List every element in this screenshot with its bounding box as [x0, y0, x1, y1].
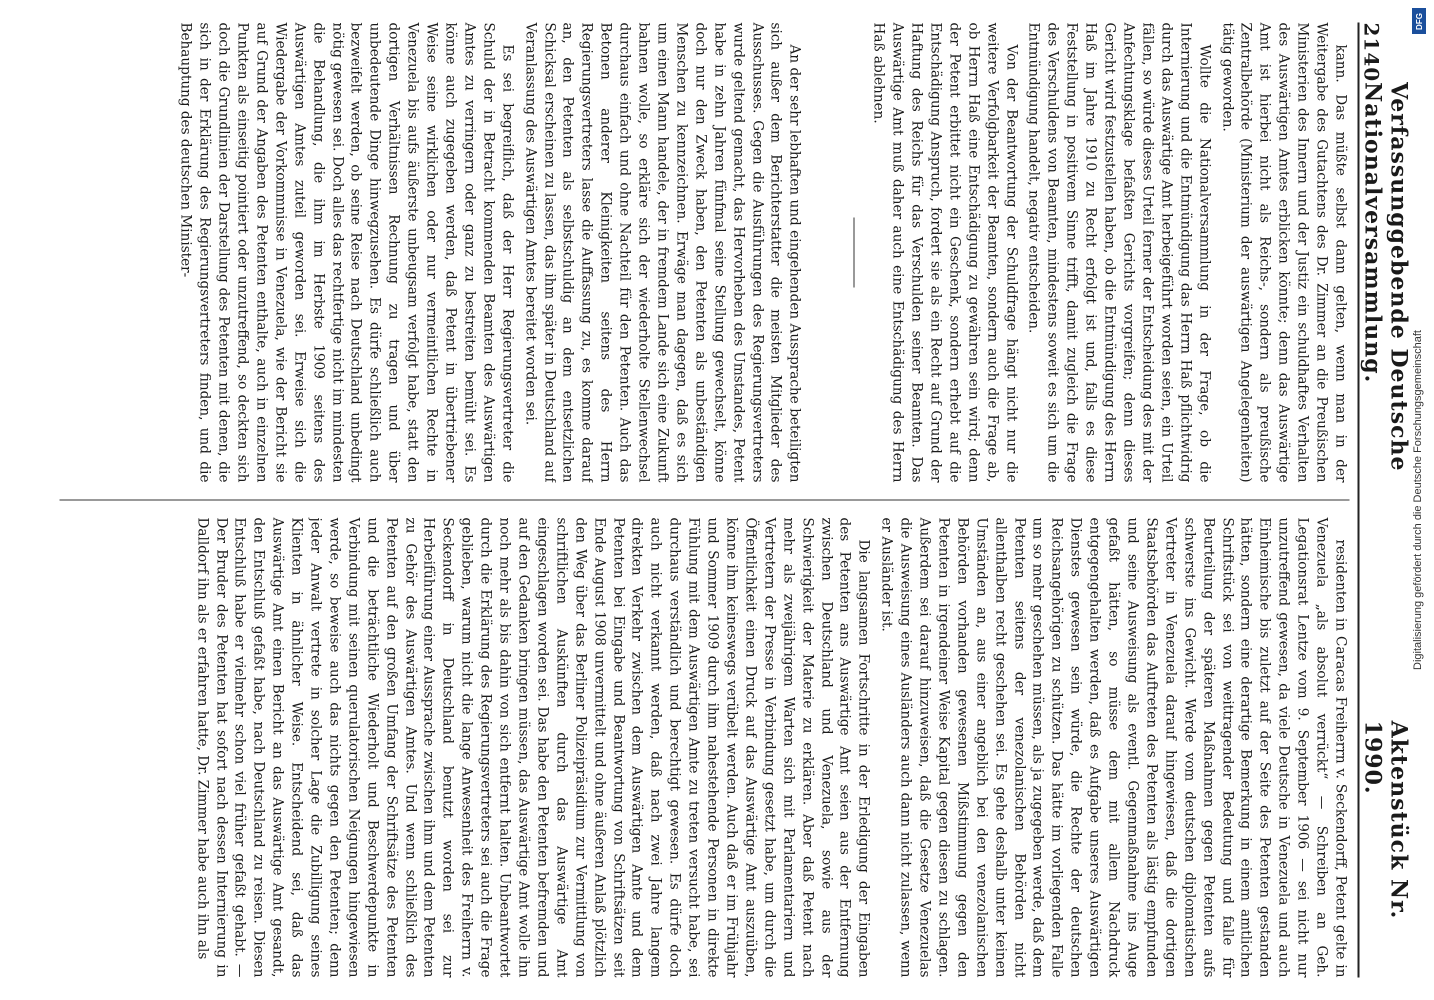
paragraph: Es sei begreiflich, daß der Herr Regierungsvertreter die Schuld der in Betracht kommenden Beamten des Auswärtigen Amtes zu verringern oder ganz zu bestreiten bemüht sei. Es könne auch zugegeben werden, daß Petent in übertriebener Weise seine wirklichen oder nur vermeintlichen Rechte in Venezuela bis aufs äußerste unbeugsam verfolgt habe, statt den dortigen Verhältnissen Rechnung zu tragen und über unbedeutende Dinge hinwegzusehen. Es dürfe schließlich auch bezweifelt werden, ob seine Reise nach Deutschland unbedingt nötig gewesen sei. Doch alles das rechtfertige nicht im mindesten die Behandlung, die ihm im Herbste 1909 seitens des Auswärtigen Amtes zuteil geworden sei. Erweise sich die Wiedergabe der Vorkommnisse in Venezuela, wie der Bericht sie auf Grund der Angaben des Petenten enthalte, auch in einzelnen Punkten als einseitig pointiert oder unzutreffend, so deckten sich doch die Grundlinien der Darstellung des Petenten mit denen, die sich in der Erklärung des Regierungsvertreters finden, und die Behauptung des deutschen Minister- [177, 22, 516, 483]
credit-text: Digitalisierung gefördert durch die Deutsche Forschungsgemeinschaft [1412, 330, 1424, 670]
left-column [60, 23, 1350, 483]
document-number: Aktenstück Nr. 1990. [1359, 720, 1412, 920]
paragraph: residenten in Caracas Freiherrn v. Seckendorff, Petent gelte in Venezuela „als absolut verrückt“ — Schreiben an Geh. Legationsrat Lentze vom 9. September 1906 — sei nicht nur unzutreffend gewesen, da viele Deutsche in Venezuela und auch Einheimische bis zuletzt auf der Seite des Petenten gestanden hätten, sondern eine derartige Bemerkung in einem amtlichen Schriftstück sei von weittragender Bedeutung und falle für Beurteilung der späteren Maßnahmen gegen Petenten aufs schwerste ins Gewicht. Werde vom deutschen diplomatischen Vertreter in Venezuela darauf hingewiesen, daß die dortigen Staatsbehörden das Auftreten des Petenten als lästig empfunden und seine Ausweisung als eventl. Gegenmaßnahme ins Auge gefaßt hätten, so müsse dem mit allem Nachdruck entgegengehalten werden, daß es Aufgabe unseres Auswärtigen Dienstes gewesen sein würde, die Rechte der deutschen Reichsangehörigen zu schützen. Das hätte im vorliegenden Falle um so mehr geschehen müssen, als ja zugegeben werde, daß dem Petenten seitens der venezolanischen Behörden nicht allenthalben recht geschehen sei. Es gehe deshalb unter keinen Umständen an, aus einer angeblich bei den venezolanischen Behörden vorhanden gewesenen Mißstimmung gegen den Petenten in irgendeiner Weise Kapital gegen diesen zu schlagen. Außerdem sei darauf hinzuweisen, daß die Gesetze Venezuelas die Ausweisung eines Ausländers auch dann nicht zulassen, wenn er Ausländer ist. [878, 517, 1349, 978]
paragraph: Wollte die Nationalversammlung in der Frage, ob die Internierung und die Entmündigung das Herrn Haß pflichtwidrig durch das Auswärtige Amt herbeigeführt worden seien, ein Urteil fällen, so würde dieses Urteil ferner der Entscheidung des mit der Anfechtungsklage befaßten Gerichts vorgreifen; denn dieses Gericht wird festzustellen haben, ob die Entmündigung des Herrn Haß im Jahre 1910 zu Recht erfolgt ist und, falls es diese Feststellung in positivem Sinne trifft, damit zugleich die Frage des Verschuldens von Beamten, mindestens soweit es sich um die Entmündigung handelt, negativ entscheiden. [1026, 22, 1213, 483]
paragraph: Von der Beantwortung der Schuldfrage hängt nicht nur die weitere Verfolgbarkeit der Beamten, sondern auch die Frage ab, ob Herrn Haß eine Entschädigung zu gewähren sein wird; denn der Petent erbittet nicht ein Geschenk, sondern erhebt auf die Entschädigung Anspruch, fordert sie als ein Recht auf Grund der Haftung des Reichs für das Verschulden seiner Beamten. Das Auswärtige Amt muß daher auch eine Entschädigung des Herrn Haß ablehnen. [870, 22, 1020, 483]
paragraph: An der sehr lebhaften und eingehenden Aussprache beteiligten sich außer dem Berichterstatter die meisten Mitglieder des Ausschusses. Gegen die Ausführungen des Regierungsvertreters wurde geltend gemacht, das Hervorheben des Umstandes, Petent habe in zehn Jahren fünfmal seine Stellung gewechselt, könne doch nur den Zweck haben, den Petenten als unbeständigen Menschen zu kennzeichnen. Erwäge man dagegen, daß es sich um einen Mann handele, der in fremdem Lande sich eine Zukunft bahnen wolle, so erkläre sich der wiederholte Stellenwechsel durchaus einfach und ohne Nachteil für den Petenten. Auch das Betonen anderer Kleinigkeiten seitens des Herrn Regierungsvertreters lasse die Auffassung zu, es komme darauf an, den Petenten als selbstschuldig an dem entsetzlichen Schicksal erscheinen zu lassen, das ihm später in Deutschland auf Veranlassung des Auswärtigen Amtes bereitet worden sei. [522, 22, 803, 483]
paragraph: Die langsamen Fortschritte in der Erledigung der Eingaben des Petenten ans Auswärtige Amt seien aus der Entfernung zwischen Deutschland und Venezuela, sowie aus der Schwierigkeit der Materie zu erklären. Aber daß Petent nach mehr als zweijährigem Warten sich mit Parlamentariern und Vertretern der Presse in Verbindung gesetzt habe, um durch die Öffentlichkeit einen Druck auf das Auswärtige Amt auszuüben, könne ihm keineswegs verübelt werden. Auch daß er im Frühjahr und Sommer 1909 durch ihm nahestehende Personen in direkte Fühlung mit dem Auswärtigen Amte zu treten versucht habe, sei durchaus verständlich und berechtigt gewesen. Es dürfe doch auch nicht verkannt werden, daß nach zwei Jahre langem direkten Verkehr zwischen dem Auswärtigen Amte und dem Petenten bei Eingabe und Beantwortung von Schriftsätzen seit Ende August 1908 unvermittelt und ohne äußeren Anlaß plötzlich den Weg über das Berliner Polizeipräsidium zur Vermittlung von schriftlichen Auskünften durch das Auswärtige Amt eingeschlagen worden sei. Das habe den Petenten befremden und auf den Gedanken bringen müssen, das Auswärtige Amt wolle ihn noch mehr als bis dahin von sich entfernt halten. Unbeantwortet durch die Erklärung des Regierungsvertreters sei auch die Frage geblieben, warum nicht die lange Anwesenheit des Freiherrn v. Seckendorff in Deutschland benutzt worden sei zur Herbeiführung einer Aussprache zwischen ihm und dem Petenten zu Gehör des Auswärtigen Amtes. Und wenn schließlich des Petenten auf den großen Umfang der Schriftsätze des Petenten und die beträchtliche Wiederholt und Beschwerdepunkte in Verbindung mit seinen querulatorischen Neigungen hingewiesen werde, so beweise auch das nichts gegen den Petenten; denn jeder Anwalt vertrete in solcher Lage die Zubilligung seines Klienten in ähnlicher Weise. Entscheidend sei, daß das Auswärtige Amt einen Bericht an das Auswärtige Amt gesandt, den Entschluß gefaßt habe, nach Deutschland zu reisen. Diesen Entschluß habe er vielmehr schon viel früher gefaßt gehabt. — Der Bruder des Petenten hat sofort nach dessen Internierung in Dalldorf ihn als er erfahren hatte, Dr. Zimmer habe auch ihn als [194, 517, 872, 978]
section-separator [854, 218, 855, 288]
scanned-page [50, 0, 1412, 1000]
right-column [60, 518, 1350, 978]
dfg-logo: DFG [1412, 8, 1426, 34]
page-title: Verfassunggebende Deutsche Nationalversammlung. [1359, 82, 1412, 472]
page-header [1358, 22, 1412, 978]
paragraph: kann. Das müßte selbst dann gelten, wenn man in der Weitergabe des Gutachtens des Dr. Zimmer an die Preußischen Ministerien des Innern und der Justiz ein schuldhaftes Verhalten des Auswärtigen Amtes erblicken könnte; denn das Auswärtige Amt ist hierbei nicht als Reichs-, sondern als preußische Zentralbehörde (Ministerium der auswärtigen Angelegenheiten) tätig geworden. [1219, 22, 1349, 483]
page-number: 2140 [1359, 22, 1384, 83]
side-credit [1406, 10, 1430, 990]
column-divider [60, 500, 1350, 501]
text-columns [60, 23, 1350, 978]
rotated-page-content [50, 22, 1412, 978]
spacer [804, 23, 840, 483]
